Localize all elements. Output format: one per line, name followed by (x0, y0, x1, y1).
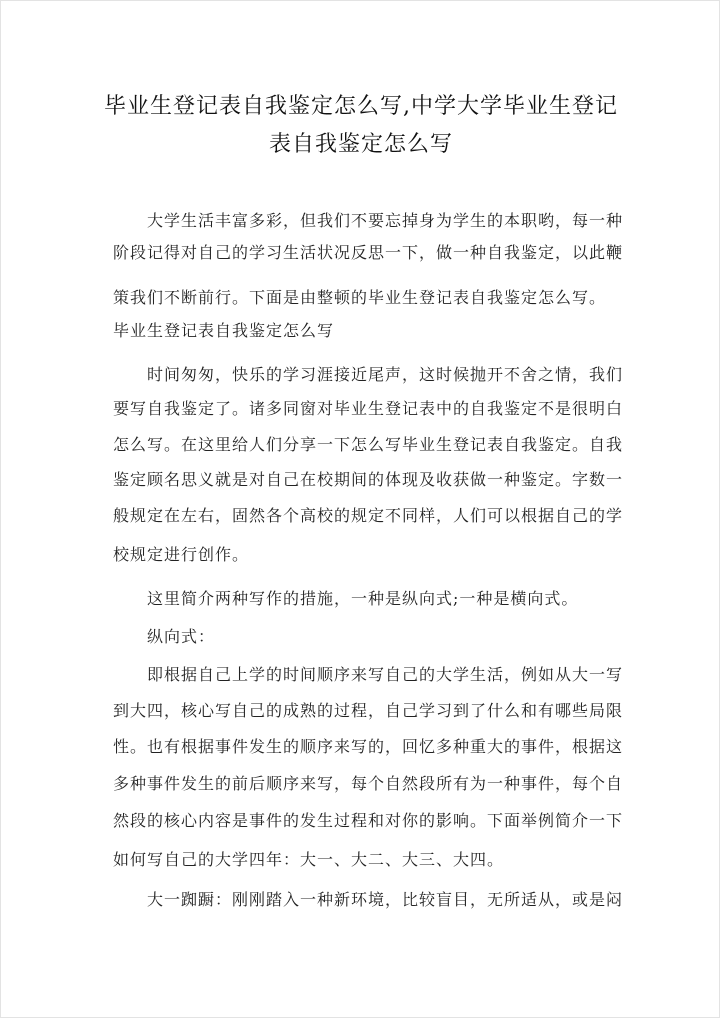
text-line: 时间匆匆，快乐的学习涯接近尾声，这时候抛开不舍之情，我们 (147, 365, 624, 384)
text-line: 大学生活丰富多彩，但我们不要忘掉身为学生的本职哟，每一种 (147, 211, 624, 230)
document-title-line-1: 毕业生登记表自我鉴定怎么写,中学大学毕业生登记 (104, 94, 618, 119)
text-line: 阶段记得对自己的学习生活状况反思一下，做一种自我鉴定，以此鞭 (113, 243, 624, 262)
text-line: 性。也有根据事件发生的顺序来写的，回忆多种重大的事件，根据这 (113, 737, 624, 756)
text-line: 纵向式： (147, 627, 216, 646)
text-line: 这里简介两种写作的措施，一种是纵向式;一种是横向式。 (147, 589, 579, 608)
text-line: 鉴定顾名思义就是对自己在校期间的体现及收获做一种鉴定。字数一 (113, 470, 624, 489)
text-line: 般规定在左右，固然各个高校的规定不同样，人们可以根据自己的学 (113, 506, 624, 525)
text-line: 校规定进行创作。 (113, 545, 250, 564)
text-line: 如何写自己的大学四年：大一、大二、大三、大四。 (113, 850, 505, 869)
text-line: 多种事件发生的前后顺序来写，每个自然段所有为一种事件，每个自 (113, 774, 624, 793)
text-line: 怎么写。在这里给人们分享一下怎么写毕业生登记表自我鉴定。自我 (113, 435, 624, 454)
text-line: 要写自我鉴定了。诸多同窗对毕业生登记表中的自我鉴定不是很明白 (113, 399, 624, 418)
text-line: 到大四，核心写自己的成熟的过程，自己学习到了什么和有哪些局限 (113, 701, 624, 720)
text-line: 然段的核心内容是事件的发生过程和对你的影响。下面举例简介一下 (113, 811, 624, 830)
section-heading: 毕业生登记表自我鉴定怎么写 (113, 321, 335, 340)
document-title-line-2: 表自我鉴定怎么写 (268, 132, 453, 157)
text-line: 大一踟蹰：刚刚踏入一种新环境，比较盲目，无所适从，或是闷 (147, 890, 624, 909)
text-line: 即根据自己上学的时间顺序来写自己的大学生活，例如从大一写 (147, 665, 624, 684)
text-line: 策我们不断前行。下面是由整顿的毕业生登记表自我鉴定怎么写。 (113, 288, 607, 307)
